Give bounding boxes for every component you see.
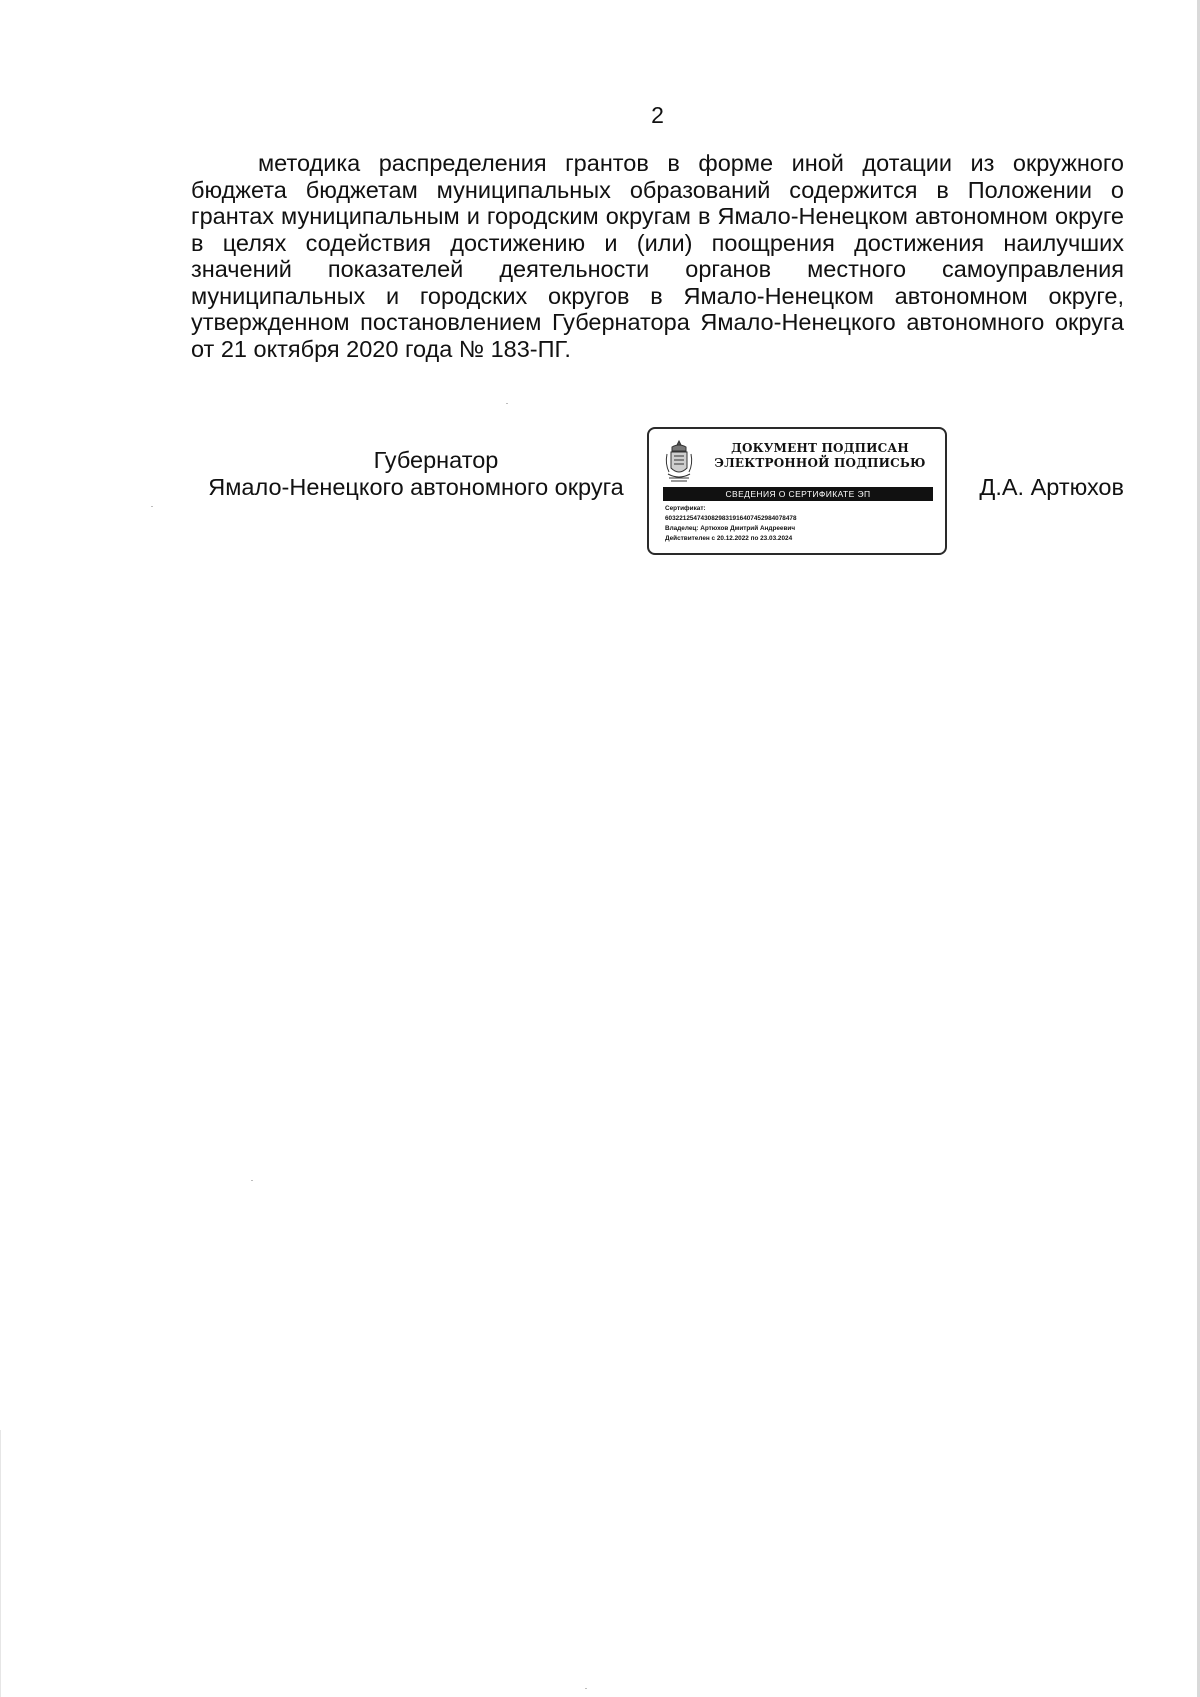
body-paragraph: методика распределения грантов в форме иной дотации из окружного бюджета бюджетам муниципальных образований содержится в Положении о грантах муниципальным и городским округам в Ямало-Ненецком автономном округе в целях содействия достижению и (или) поощрения достижения наилучших значений показателей деятельности органов местного самоуправления муниципальных и городских округов в Ямало-Ненецком автономном округе, утвержденном постановлением Губернатора Ямало-Ненецкого автономного округа от 21 октября 2020 года № 183-ПГ.	[191, 150, 1124, 362]
stamp-heading	[703, 441, 937, 471]
signature-block	[191, 425, 1124, 560]
electronic-signature-stamp	[647, 427, 947, 555]
stamp-heading-line1: ДОКУМЕНТ ПОДПИСАН	[731, 441, 909, 455]
stamp-certificate-bar: СВЕДЕНИЯ О СЕРТИФИКАТЕ ЭП	[663, 487, 933, 501]
signer-title-line1: Губернатор	[373, 447, 499, 473]
certificate-validity: Действителен с 20.12.2022 по 23.03.2024	[665, 535, 793, 542]
signer-title-line2: Ямало-Ненецкого автономного округа	[208, 474, 624, 500]
signer-title	[191, 447, 641, 501]
certificate-number: 6032212547430829831916407452984078478	[665, 515, 797, 522]
certificate-label: Сертификат:	[665, 505, 706, 512]
coat-of-arms-icon	[663, 438, 695, 486]
scan-left-edge	[0, 1430, 1, 1697]
stamp-heading-line2: ЭЛЕКТРОННОЙ ПОДПИСЬЮ	[714, 456, 926, 470]
scan-speck	[506, 403, 508, 404]
stamp-details	[665, 504, 935, 544]
scan-speck	[251, 1180, 253, 1181]
page-number: 2	[651, 102, 664, 128]
scan-speck	[585, 1688, 587, 1689]
signer-name: Д.А. Артюхов	[979, 474, 1124, 500]
certificate-owner: Владелец: Артюхов Дмитрий Андреевич	[665, 525, 796, 532]
scan-speck	[151, 506, 153, 507]
